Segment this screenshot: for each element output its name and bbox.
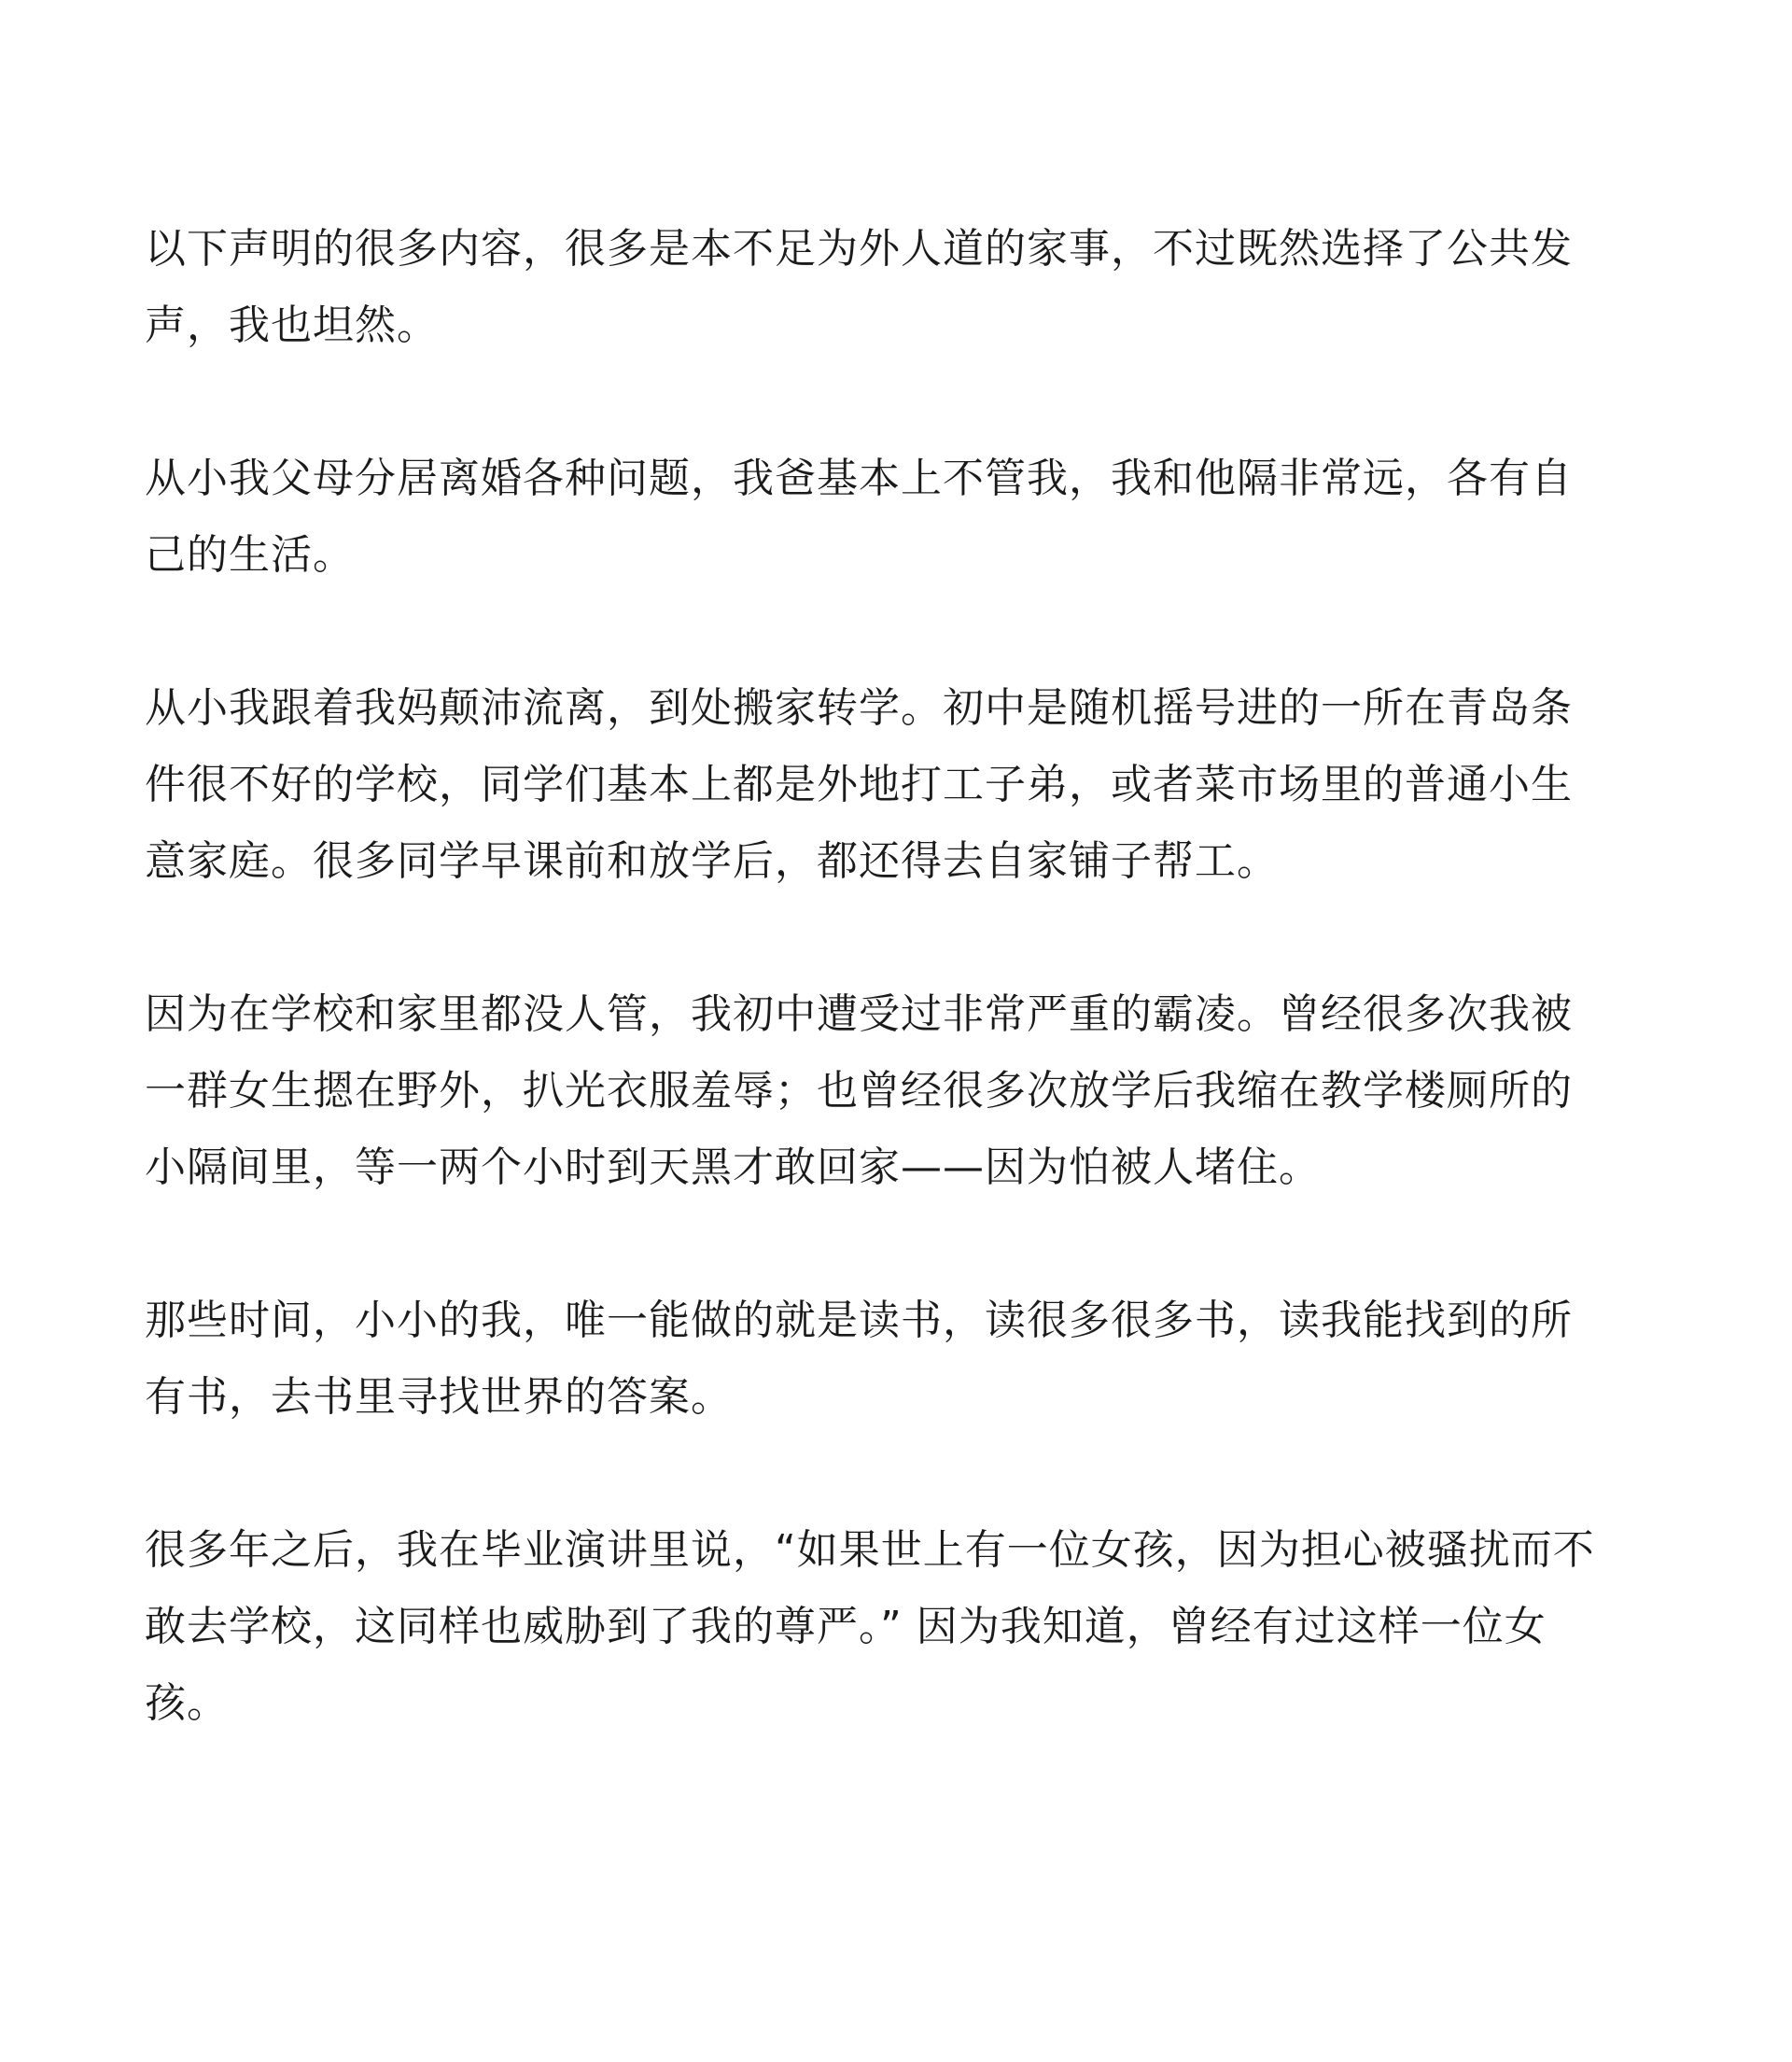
paragraph-2: [145, 441, 1652, 594]
paragraph-1-line-2: 声，我也坦然。: [145, 302, 439, 349]
paragraph-6-line-1: 很多年之后，我在毕业演讲里说，“如果世上有一位女孩，因为担心被骚扰而不: [145, 1526, 1595, 1574]
paragraph-3-line-3: 意家庭。很多同学早课前和放学后，都还得去自家铺子帮工。: [145, 837, 1279, 885]
paragraph-6: [145, 1512, 1652, 1742]
paragraph-5-line-2: 有书，去书里寻找世界的答案。: [145, 1373, 733, 1421]
paragraph-4-line-1: 因为在学校和家里都没人管，我初中遭受过非常严重的霸凌。曾经很多次我被: [145, 990, 1573, 1038]
paragraph-2-line-1: 从小我父母分居离婚各种问题，我爸基本上不管我，我和他隔非常远，各有自: [145, 455, 1573, 502]
paragraph-3: [145, 670, 1652, 900]
paragraph-3-line-2: 件很不好的学校，同学们基本上都是外地打工子弟，或者菜市场里的普通小生: [145, 761, 1573, 808]
paragraph-6-line-3: 孩。: [145, 1679, 229, 1727]
paragraph-5-line-1: 那些时间，小小的我，唯一能做的就是读书，读很多很多书，读我能找到的所: [145, 1297, 1573, 1344]
paragraph-3-line-1: 从小我跟着我妈颠沛流离，到处搬家转学。初中是随机摇号进的一所在青岛条: [145, 684, 1573, 732]
paragraph-1: [145, 211, 1652, 364]
paragraph-1-line-1: 以下声明的很多内容，很多是本不足为外人道的家事，不过既然选择了公共发: [145, 225, 1573, 273]
statement-body: [145, 211, 1652, 1818]
paragraph-5: [145, 1283, 1652, 1436]
paragraph-6-line-2: 敢去学校，这同样也威胁到了我的尊严。” 因为我知道，曾经有过这样一位女: [145, 1603, 1547, 1650]
paragraph-4-line-2: 一群女生摁在野外，扒光衣服羞辱；也曾经很多次放学后我缩在教学楼厕所的: [145, 1067, 1573, 1115]
paragraph-2-line-2: 己的生活。: [145, 531, 355, 579]
paragraph-4: [145, 976, 1652, 1206]
paragraph-4-line-3: 小隔间里，等一两个小时到天黑才敢回家——因为怕被人堵住。: [145, 1143, 1321, 1191]
